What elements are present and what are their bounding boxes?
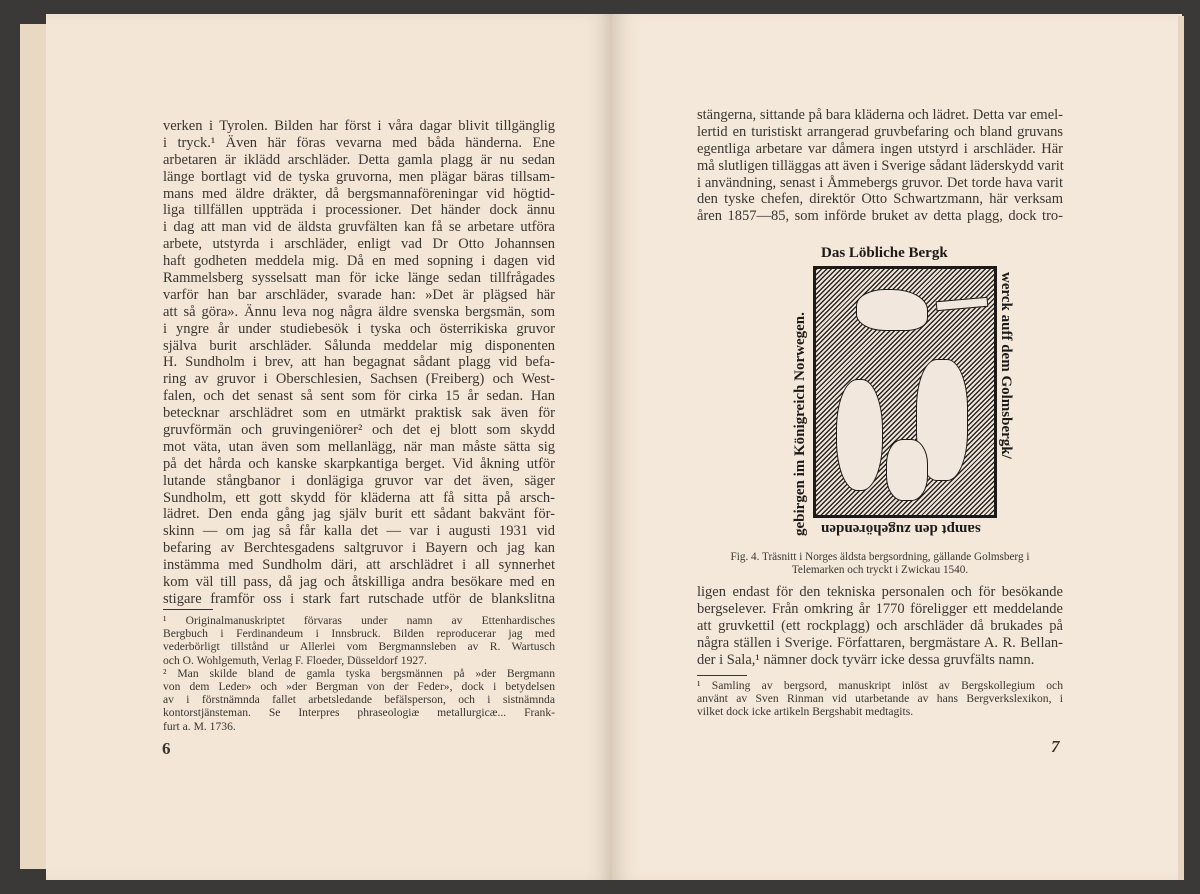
footnote-line: furt a. M. 1736. (163, 719, 236, 733)
text-line: arbete, utstyrda i arschläder, enligt vad Dr Otto Johannsen (163, 236, 555, 253)
right-page-edge (1178, 16, 1184, 880)
footnote-line: vilket dock icke artikeln Bergshabit medtagits. (697, 705, 914, 719)
text-line: skinn — om jag så får kalla det — var i augusti 1931 vid (163, 523, 555, 540)
text-line: bergselever. Från omkring år 1770 föreligger ett meddelande (697, 600, 1063, 617)
caption-line: Telemarken och tryckt i Zwickau 1540. (791, 564, 969, 576)
footnote-rule (697, 675, 747, 676)
text-line: länge bortlagt vid de tyska gruvorna, men plägar bäras tillsam- (163, 168, 555, 185)
footnote-line: ¹ Originalmanuskriptet förvaras under namn av Ettenhardisches (163, 614, 555, 627)
woodcut-text-left: gebirgen im Königreich Norwegen. (792, 312, 808, 536)
left-footnote-text (163, 614, 555, 733)
right-body-text-top (697, 107, 1063, 225)
text-line: gruvförmän och gruvingeniörer² och det ej blott som skydd (163, 422, 555, 439)
text-line: varför han bar arschläder, svarade han: »Det är plägsed här (163, 286, 555, 303)
text-line: i tryck.¹ Även här föras vevarna med båda händerna. Ene (163, 134, 555, 151)
text-line: lertid en turistiskt arrangerad gruvbefaring och bland gruvans (697, 123, 1063, 140)
caption-line: Fig. 4. Träsnitt i Norges äldsta bergsordning, gällande Golmsberg i (730, 551, 1030, 563)
woodcut-image (813, 266, 997, 518)
text-line: kom väl till pass, då jag och åtskilliga andra besökare med en (163, 574, 555, 591)
text-line: några ställen i Sverige. Författaren, bergmästare A. R. Bellan- (697, 634, 1063, 651)
right-footnotes (697, 679, 1063, 719)
text-line: instämma med Sundholm däri, att arschlädret i all synnerhet (163, 557, 555, 574)
text-line: H. Sundholm i brev, att han begagnat sådant plagg vid befa- (163, 354, 555, 371)
text-line: befaring av Berchtesgadens saltgruvor i Bayern och jag kan (163, 540, 555, 557)
footnote-rule (163, 609, 213, 610)
text-line: Sundholm, ett gott skydd för kläderna att få sitta på arsch- (163, 489, 555, 506)
text-line: betecknar arschlädret som en utmärkt praktisk sak även för (163, 405, 555, 422)
page-number-left: 6 (162, 739, 171, 758)
figure-caption (697, 551, 1063, 577)
text-line: mans med äldre dräkter, då bergsmannaföreningar vid högtid- (163, 185, 555, 202)
text-line: på det hårda och kanske skarpkantiga berget. Vid åkning utför (163, 455, 555, 472)
footnote-line: kontorstjänsteman. Se Interpres phraseologiæ metallurgicæ... Frank- (163, 706, 555, 720)
text-line: liga tillfällen uppträda i processioner. Det händer dock ännu (163, 202, 555, 219)
page-number-right: 7 (1051, 737, 1060, 756)
text-line: falen, och det senast så sent som för cirka 15 år sedan. Han (163, 388, 555, 405)
text-line: den tyske chefen, direktör Otto Schwartzmann, här verksam (697, 191, 1063, 208)
footnote-line: använt av Sven Rinman vid utarbetande av hans Bergverkslexikon, i (697, 692, 1063, 706)
text-line: i dag att man vid de äldsta gruvfälten kan få se arbetare utföra (163, 219, 555, 236)
text-line: lädret. Den enda gång jag själv burit ett sådant bakvänt för- (163, 506, 555, 523)
text-line: att så göra». Ännu leva nog några äldre svenska bergsmän, som (163, 303, 555, 320)
text-line: själva burit arschläder. Sålunda meddelar mig disponenten (163, 337, 555, 354)
footnote-line: Bergbuch i Ferdinandeum i Innsbruck. Bilden reproducerar jag med (163, 627, 555, 641)
text-line: stigare framför oss i stark fart rutschade utför de blankslitna (163, 590, 555, 607)
footnote-line: och O. Wohlgemuth, Verlag F. Floeder, Düsseldorf 1927. (163, 653, 427, 667)
woodcut-text-bottom: sampt den zugehörenden (821, 521, 981, 537)
text-line: att gruvkettil (ett rockplagg) och arschläder då brukades på (697, 617, 1063, 634)
text-line: verken i Tyrolen. Bilden har först i våra dagar blivit tillgänglig (163, 118, 555, 134)
text-line: der i Sala,¹ nämner dock tyvärr icke dessa gruvfälts namn. (697, 651, 1035, 668)
text-line: i yngre år under studiebesök i tyska och österrikiska gruvor (163, 320, 555, 337)
text-line: ligen endast för den tekniska personalen och för besökande (697, 584, 1063, 600)
right-body-text-bottom (697, 584, 1063, 668)
text-line: egentliga arbetare var dåmera ingen utstyrd i arschläder. Här (697, 140, 1063, 157)
footnote-line: von dem Leder» och »der Bergman von der Feder», dock i betydelsen (163, 679, 555, 693)
text-line: stängerna, sittande på bara kläderna och lädret. Detta var emel- (697, 107, 1063, 123)
footnote-line: av i förstnämnda fallet arbetsledande befälsperson, och i sistnämnda (163, 693, 555, 707)
text-line: må slutligen tilläggas att även i Sverige sådant läderskydd varit (697, 157, 1064, 174)
text-line: åren 1857—85, som införde bruket av detta plagg, dock tro- (697, 208, 1063, 225)
footnote-line: ² Man skilde bland de gamla tyska bergsmännen på »der Bergmann (163, 666, 555, 680)
text-line: ring av gruvor i Oberschlesien, Sachsen (Freiberg) och West- (163, 371, 555, 388)
footnote-line: ¹ Samling av bergsord, manuskript inlöst av Bergskollegium och (697, 679, 1063, 692)
text-line: i användning, senast i Åmmebergs gruvor. Det torde hava varit (697, 174, 1063, 191)
left-body-text (163, 118, 555, 608)
woodcut-text-top: Das Löbliche Bergk (821, 245, 948, 261)
text-line: haft godheten meddela mig. Då en med sopning i dagen vid (163, 253, 555, 270)
text-line: Rammelsberg sysselsatt man för icke länge sedan tillfrågades (163, 270, 555, 287)
text-line: arbetaren är iklädd arschläder. Detta gamla plagg är nu sedan (163, 151, 555, 168)
woodcut-text-right: werck auff dem Golmsbergk/ (998, 272, 1014, 459)
text-line: lutande stångbanor i donlägiga gruvor var det även, säger (163, 472, 555, 489)
text-line: mot väta, utan även som mellanlägg, när man måste sätta sig (163, 438, 555, 455)
woodcut-figure (787, 240, 1023, 545)
footnote-line: vederbörligt tillstånd ur Allerlei vom Bergmannsleben av R. Wartusch (163, 640, 555, 654)
